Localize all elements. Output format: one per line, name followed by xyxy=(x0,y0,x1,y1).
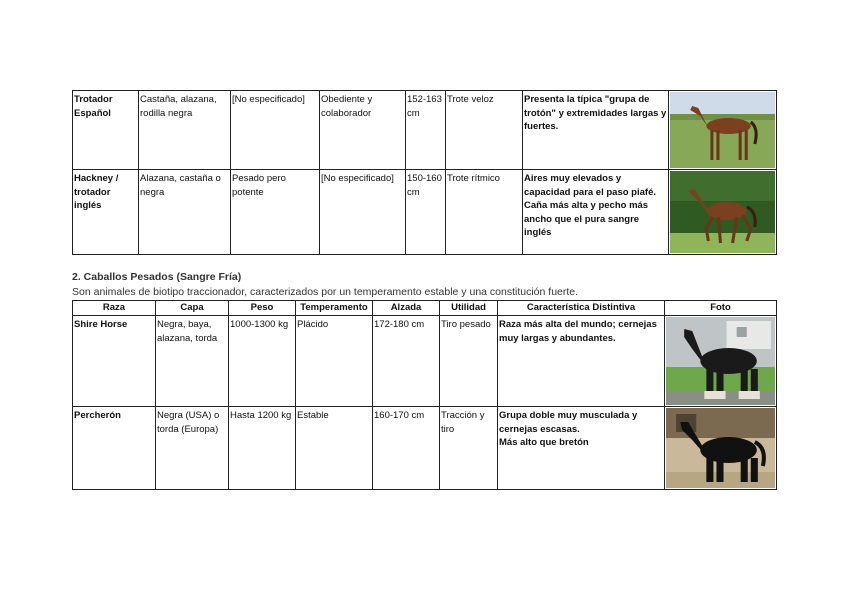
photo-cell xyxy=(665,316,777,407)
weight-cell: 1000-1300 kg xyxy=(229,316,296,407)
header-weight: Peso xyxy=(229,301,296,316)
percheron-photo xyxy=(666,408,775,488)
distinctive-feature-cell: Raza más alta del mundo; cernejas muy largas y abundantes. xyxy=(498,316,665,407)
height-cell: 160-170 cm xyxy=(373,407,440,490)
breed-name: Shire Horse xyxy=(73,316,156,407)
photo-cell xyxy=(665,407,777,490)
table-row xyxy=(73,91,777,170)
header-feature: Característica Distintiva xyxy=(498,301,665,316)
height-cell: 150-160 cm xyxy=(406,170,446,255)
distinctive-feature-cell: Aires muy elevados y capacidad para el paso piafé. Caña más alta y pecho más ancho que el pura sangre inglés xyxy=(523,170,669,255)
feature-line: Más alto que bretón xyxy=(499,437,589,448)
coat-cell: Castaña, alazana, rodilla negra xyxy=(139,91,231,170)
header-photo: Foto xyxy=(665,301,777,316)
temperament-cell: Plácido xyxy=(296,316,373,407)
use-cell: Trote rítmico xyxy=(446,170,523,255)
header-temperament: Temperamento xyxy=(296,301,373,316)
weight-cell: [No especificado] xyxy=(231,91,320,170)
distinctive-feature-cell xyxy=(498,407,665,490)
use-cell: Tracción y tiro xyxy=(440,407,498,490)
breed-name: Percherón xyxy=(73,407,156,490)
temperament-cell: [No especificado] xyxy=(320,170,406,255)
height-cell: 152-163 cm xyxy=(406,91,446,170)
use-cell: Tiro pesado xyxy=(440,316,498,407)
section-title: 2. Caballos Pesados (Sangre Fría) xyxy=(72,271,242,283)
weight-cell: Pesado pero potente xyxy=(231,170,320,255)
distinctive-feature-cell: Presenta la típica "grupa de trotón" y extremidades largas y fuertes. xyxy=(523,91,669,170)
coat-cell: Negra, baya, alazana, torda xyxy=(156,316,229,407)
header-breed: Raza xyxy=(73,301,156,316)
use-cell: Trote veloz xyxy=(446,91,523,170)
weight-cell: Hasta 1200 kg xyxy=(229,407,296,490)
shire-horse-photo xyxy=(666,317,775,405)
table-row xyxy=(73,170,777,255)
temperament-cell: Obediente y colaborador xyxy=(320,91,406,170)
heavy-horses-table xyxy=(72,300,777,490)
feature-line: Grupa doble muy musculada y cernejas escasas. xyxy=(499,410,638,435)
section-description: Son animales de biotipo traccionador, caracterizados por un temperamento estable y una constitución fuerte. xyxy=(72,286,579,298)
light-horses-table-continued xyxy=(72,90,777,255)
header-coat: Capa xyxy=(156,301,229,316)
breed-name: Trotador Español xyxy=(73,91,139,170)
table-row xyxy=(73,407,777,490)
coat-cell: Alazana, castaña o negra xyxy=(139,170,231,255)
trotador-espanol-photo xyxy=(670,92,775,168)
breed-name: Hackney / trotador inglés xyxy=(73,170,139,255)
coat-cell: Negra (USA) o torda (Europa) xyxy=(156,407,229,490)
temperament-cell: Estable xyxy=(296,407,373,490)
height-cell: 172-180 cm xyxy=(373,316,440,407)
table-row xyxy=(73,316,777,407)
photo-cell xyxy=(669,91,777,170)
photo-cell xyxy=(669,170,777,255)
table-header-row xyxy=(73,301,777,316)
hackney-photo xyxy=(670,171,775,253)
header-use: Utilidad xyxy=(440,301,498,316)
header-height: Alzada xyxy=(373,301,440,316)
